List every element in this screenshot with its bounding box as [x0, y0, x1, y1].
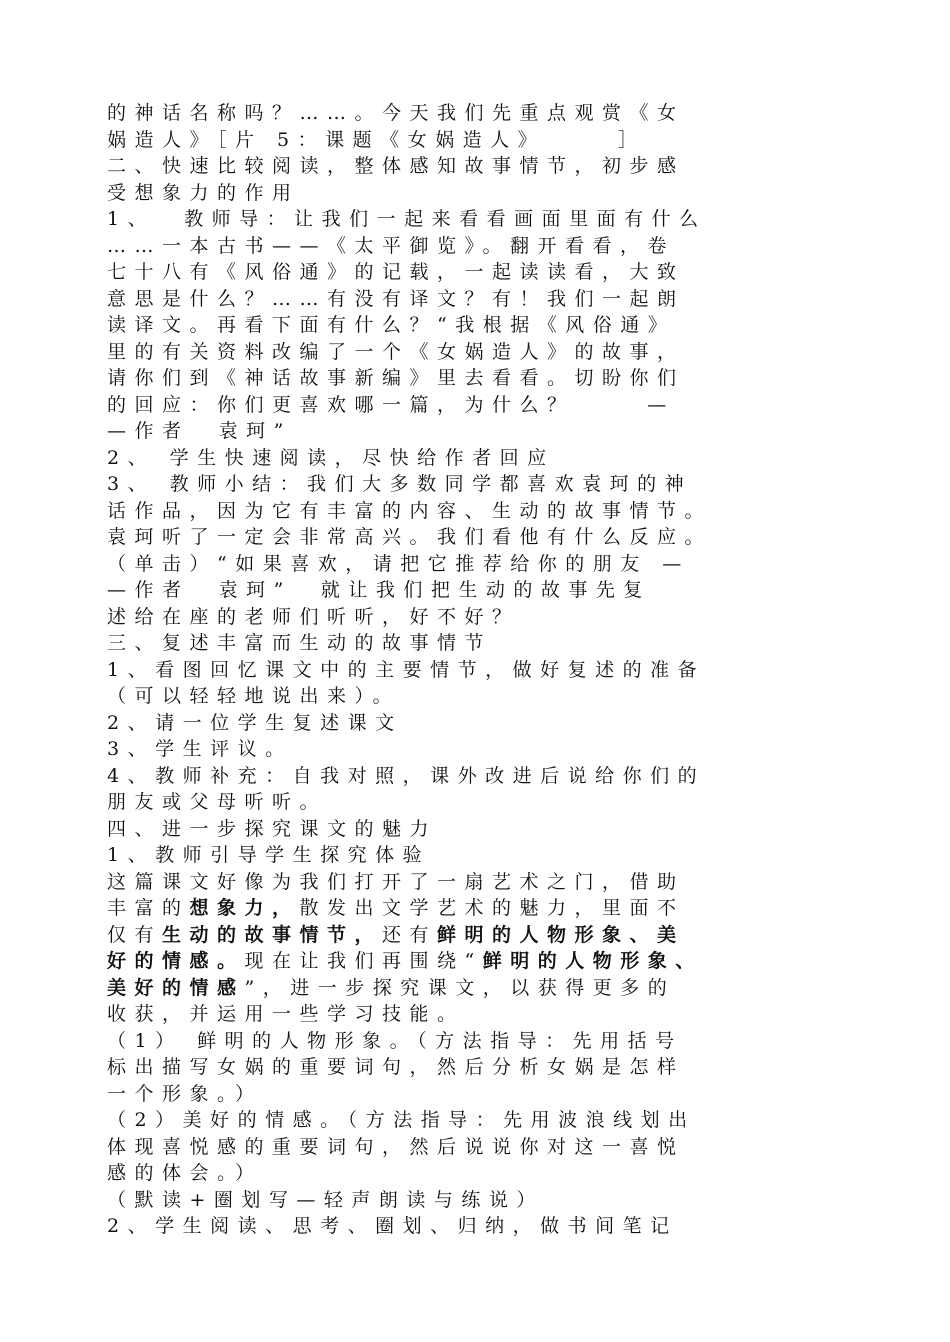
text-line: 朋友或父母听听。 [107, 791, 328, 813]
text-run: 丰富的 [107, 897, 190, 919]
text-run: 现在让我们再围绕“ [244, 950, 483, 972]
bold-phrase: 生动的故事情节， [162, 923, 383, 946]
bold-phrase: 想象力， [189, 897, 300, 919]
text-line: 一个形象。） [107, 1082, 263, 1105]
text-line: 读译文。再看下面有什么？“我根据《风俗通》 [107, 314, 676, 336]
text-line: 请你们到《神话故事新编》里去看看。切盼你们 [107, 367, 685, 389]
section-heading: 受想象力的作用 [107, 181, 300, 204]
text-line: （1） 鲜明的人物形象。（方法指导：先用括号 [107, 1029, 683, 1052]
bold-phrase: 好的情感。 [107, 950, 245, 972]
text-run: 散发出文学艺术的魅力，里面不 [299, 897, 685, 919]
text-line: 意思是什么？……有没有译文？有！我们一起朗 [107, 287, 685, 310]
document-page [107, 100, 831, 1240]
text-line: 这篇课文好像为我们打开了一扇艺术之门，借助 [107, 870, 685, 893]
text-line: 感的体会。） [107, 1162, 263, 1184]
text-line: 七十八有《风俗通》的记载，一起读读看，大致 [107, 261, 685, 283]
text-line: （默读+圈划写—轻声朗读与练说） [107, 1188, 544, 1211]
text-line: 2、请一位学生复述课文 [107, 711, 403, 734]
text-line [107, 895, 831, 922]
text-line: 2、学生阅读、思考、圈划、归纳，做书间笔记 [107, 1215, 678, 1237]
text-line [107, 948, 831, 975]
text-line: 收获，并运用一些学习技能。 [107, 1003, 465, 1025]
text-line: 娲造人》［片 5：课题《女娲造人》 ］ [107, 128, 646, 151]
text-line: 3、学生评议。 [107, 738, 293, 760]
text-line: 1、 教师导：让我们一起来看看画面里面有什么 [107, 208, 707, 230]
text-line: ……一本古书——《太平御览》。翻开看看，卷 [107, 234, 676, 257]
text-line: （可以轻轻地说出来）。 [107, 685, 401, 707]
text-line [107, 922, 831, 949]
text-line: （单击）“如果喜欢，请把它推荐给你的朋友 — [107, 552, 690, 575]
bold-phrase: 鲜明的人物形象、 [482, 950, 703, 972]
text-line [107, 975, 831, 1002]
section-heading: 四、进一步探究课文的魅力 [107, 817, 438, 840]
text-line: 标出描写女娲的重要词句，然后分析女娲是怎样 [107, 1056, 685, 1078]
text-line: （2）美好的情感。（方法指导：先用波浪线划出 [107, 1109, 696, 1131]
bold-phrase: 美好的情感 [107, 976, 245, 999]
text-line: 1、教师引导学生探究体验 [107, 844, 431, 866]
text-line: —作者 袁珂” 就让我们把生动的故事先复 [107, 579, 651, 601]
text-line: 3、 教师小结：我们大多数同学都喜欢袁珂的神 [107, 473, 693, 495]
text-line: 4、教师补充：自我对照，课外改进后说给你们的 [107, 764, 706, 787]
text-line: 的神话名称吗？……。今天我们先重点观赏《女 [107, 102, 685, 124]
text-line: —作者 袁珂” [107, 420, 292, 442]
bold-phrase: 鲜明的人物形象、美 [437, 923, 685, 946]
text-line: 袁珂听了一定会非常高兴。我们看他有什么反应。 [107, 526, 713, 548]
text-line: 体现喜悦感的重要词句，然后说说你对这一喜悦 [107, 1135, 685, 1158]
text-line: 的回应：你们更喜欢哪一篇，为什么？ — [107, 393, 675, 416]
text-run: 还有 [382, 923, 438, 946]
text-line: 1、看图回忆课文中的主要情节，做好复述的准备 [107, 658, 706, 681]
text-line: 话作品，因为它有丰富的内容、生动的故事情节。 [107, 499, 713, 522]
text-run: 仅有 [107, 923, 163, 946]
section-heading: 二、快速比较阅读，整体感知故事情节，初步感 [107, 155, 685, 177]
text-line: 述给在座的老师们听听，好不好？ [107, 605, 520, 628]
text-run: ”，进一步探究课文，以获得更多的 [244, 976, 676, 999]
text-line: 里的有关资料改编了一个《女娲造人》的故事， [107, 340, 685, 363]
section-heading: 三、复述丰富而生动的故事情节 [107, 632, 493, 654]
text-line: 2、 学生快速阅读，尽快给作者回应 [107, 446, 555, 469]
